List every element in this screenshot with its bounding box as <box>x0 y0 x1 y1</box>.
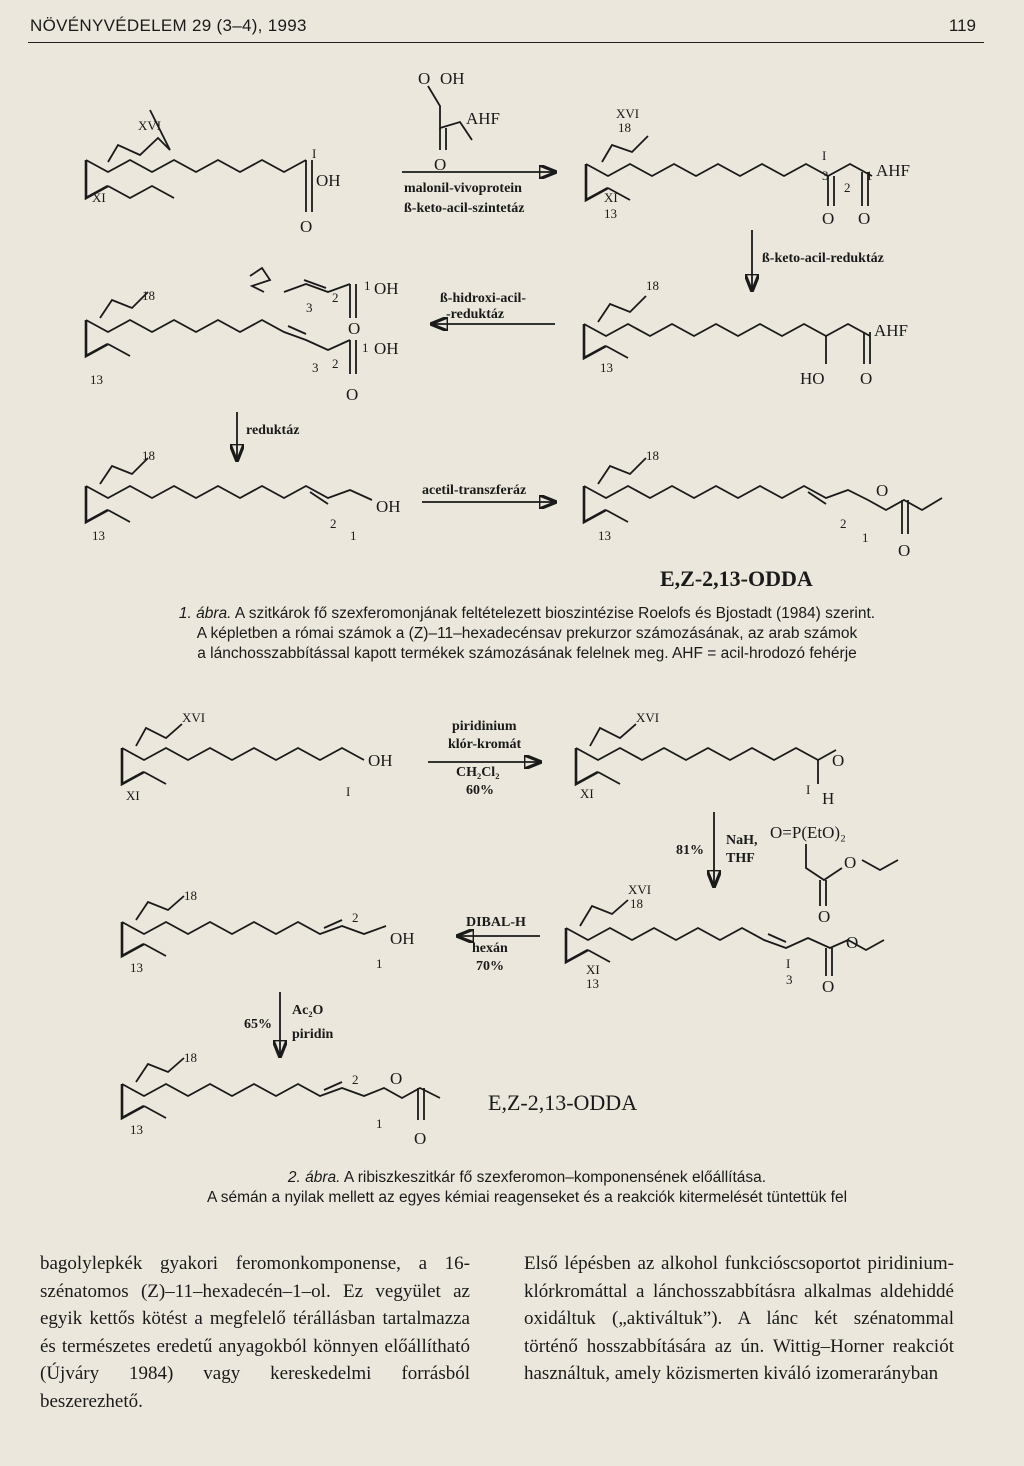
phosphonate-ester-o: O <box>844 853 857 872</box>
hexadecenol-i: I <box>346 784 351 799</box>
dienol-2-oh: OH <box>390 929 415 948</box>
dienol-2-structure <box>122 888 415 975</box>
keto-o2-label: O <box>858 209 871 228</box>
body-right-paragraph: Első lépésben az alkohol funkcióscsoportot piridinium-klórkromáttal a lánchosszabbításra alkalmas aldehiddé oxidáltuk („aktiváltuk”). A lánc két szénatommal történő hosszabbítására az ún. Wittig–Horner reakciót használtuk, amely közismerten kiváló izomerarányban <box>524 1253 954 1384</box>
aldehyde-o: O <box>832 751 845 770</box>
phosphonate-carbonyl-o: O <box>818 907 831 926</box>
acetate-carbonyl-o: O <box>898 541 911 560</box>
keto-13-label: 13 <box>604 206 617 221</box>
enoyl-lower-2: 2 <box>332 356 339 371</box>
dienol-2-1: 1 <box>376 956 383 971</box>
keto-2-label: 2 <box>844 180 851 195</box>
body-left-paragraph: bagolylepkék gyakori feromonkomponense, a 16-szénatomos (Z)–11–hexadecén–1–ol. Ez vegyület az egyik kettős kötést a megfelelő térállásban tartalmazza és természetes eredetű anyagokból könnyen előállítható (Újváry 1984) vagy kereskedelmi forrásból beszerezhető. <box>40 1253 470 1412</box>
hydroxy-ho-label: HO <box>800 369 825 388</box>
journal-title: NÖVÉNYVÉDELEM 29 (3–4), 1993 <box>30 16 307 35</box>
figure-2-scheme <box>0 700 1024 1200</box>
reagent-thf: THF <box>726 851 755 866</box>
enoyl-upper-o: O <box>348 319 361 338</box>
enoate-xi: XI <box>586 962 600 977</box>
reagent-pyridine: piridin <box>292 1027 334 1042</box>
figure-1-label: 1. ábra. <box>178 605 232 622</box>
odda-acetate-structure <box>584 448 942 560</box>
acetate-2-ester-o: O <box>390 1069 403 1088</box>
acetate-13: 13 <box>598 528 611 543</box>
acetate-2: 2 <box>840 516 847 531</box>
yield-65: 65% <box>244 1017 272 1032</box>
enoate-structure <box>566 882 884 996</box>
enoyl-upper-3: 3 <box>306 300 313 315</box>
malonyl-o2-label: O <box>434 155 447 174</box>
enoyl-upper-oh: OH <box>374 279 399 298</box>
enoate-18: 18 <box>630 896 643 911</box>
enoyl-upper-2: 2 <box>332 290 339 305</box>
phosphonate-label: O=P(EtO)₂ <box>770 823 846 842</box>
phosphonate-structure <box>770 823 898 926</box>
dienol-18: 18 <box>142 448 155 463</box>
carbonyl-o-label: O <box>300 217 313 236</box>
figure-1-scheme <box>0 0 1024 600</box>
hydroxy-ahf-label: AHF <box>874 321 909 340</box>
enoate-13: 13 <box>586 976 599 991</box>
figure-1-caption-line1: A szitkárok fő szexferomonjának feltételezett bioszintézise Roelofs és Bjostadt (1984) szerint. <box>231 605 876 622</box>
keto-3-label: 3 <box>822 168 829 183</box>
oh-label: OH <box>316 171 341 190</box>
roman-i-label: I <box>312 146 317 161</box>
hexadecenol-structure <box>122 710 393 803</box>
malonyl-o-label: O <box>418 69 431 88</box>
figure-2-label: 2. ábra. <box>287 1169 341 1186</box>
dienol-2-2: 2 <box>352 910 359 925</box>
dienol-2: 2 <box>330 516 337 531</box>
reagent-pcc-2: klór-kromát <box>448 737 522 752</box>
roman-xvi-label: XVI <box>138 118 162 133</box>
reagent-nah: NaH, <box>726 833 758 848</box>
keto-18-label: 18 <box>618 120 631 135</box>
keto-o1-label: O <box>822 209 835 228</box>
enzyme-hydroxy-2: -reduktáz <box>446 307 505 322</box>
enoyl-lower-18: 18 <box>142 288 155 303</box>
hydroxy-o-label: O <box>860 369 873 388</box>
dienol-13: 13 <box>92 528 105 543</box>
keto-ahf-label: AHF <box>876 161 911 180</box>
figure-1-caption-line2: A képletben a római számok a (Z)–11–hexadecénsav prekurzor számozásának, az arab számok <box>196 625 858 642</box>
acetate-2-1: 1 <box>376 1116 383 1131</box>
enoyl-structure-upper <box>250 268 399 338</box>
enoyl-lower-3: 3 <box>312 360 319 375</box>
body-column-right <box>524 1250 954 1388</box>
enzyme-reductase: reduktáz <box>246 423 300 438</box>
enzyme-acetyl: acetil-transzferáz <box>422 483 527 498</box>
hexadecenol-oh: OH <box>368 751 393 770</box>
keto-1-label: 1 <box>866 168 873 183</box>
acetate-2-18: 18 <box>184 1050 197 1065</box>
keto-acyl-structure <box>586 106 910 228</box>
enoyl-lower-o: O <box>346 385 359 404</box>
figure-2-caption <box>80 1168 974 1208</box>
acetate-2-carbonyl-o: O <box>414 1129 427 1148</box>
odda-acetate-2-structure <box>122 1050 440 1148</box>
yield-60: 60% <box>466 783 494 798</box>
malonyl-ahf-label: AHF <box>466 109 501 128</box>
figure-2-caption-line2: A sémán a nyilak mellett az egyes kémiai reagenseket és a reakciók kitermelését tüntettük fel <box>206 1189 848 1206</box>
acetate-ester-o: O <box>876 481 889 500</box>
aldehyde-structure <box>576 710 844 808</box>
acetate-2-13: 13 <box>130 1122 143 1137</box>
enzyme-malonyl-1: malonil-vivoprotein <box>404 181 522 196</box>
dienol-structure <box>86 448 401 543</box>
figure-2-caption-line1: A ribiszkeszitkár fő szexferomon–komponensének előállítása. <box>340 1169 767 1186</box>
enoyl-upper-1: 1 <box>364 278 371 293</box>
reagent-ac2o: Ac₂O <box>292 1003 324 1018</box>
hexadecenol-xvi: XVI <box>182 710 206 725</box>
reagent-dibal: DIBAL-H <box>466 915 526 930</box>
figure-1-caption-line3: a lánchosszabbítással kapott termékek számozásának felelnek meg. AHF = acil-hrodozó fehérje <box>197 645 857 662</box>
hydroxy-18-label: 18 <box>646 278 659 293</box>
keto-xvi-label: XVI <box>616 106 640 121</box>
enoyl-lower-oh: OH <box>374 339 399 358</box>
hydroxy-acyl-structure <box>584 278 908 388</box>
aldehyde-xvi: XVI <box>636 710 660 725</box>
aldehyde-i: I <box>806 782 811 797</box>
figure-2-product-title: E,Z-2,13-ODDA <box>488 1090 638 1115</box>
acetate-2-2: 2 <box>352 1072 359 1087</box>
enoyl-structure-lower <box>86 288 399 404</box>
malonyl-oh-label: OH <box>440 69 465 88</box>
enzyme-hydroxy-1: ß-hidroxi-acil- <box>440 291 527 306</box>
acetate-18: 18 <box>646 448 659 463</box>
acetate-1: 1 <box>862 530 869 545</box>
keto-i-label: I <box>822 148 827 163</box>
yield-70: 70% <box>476 959 504 974</box>
precursor-acid-structure <box>86 110 341 236</box>
enoyl-lower-13: 13 <box>90 372 103 387</box>
reagent-pcc-3: CH₂Cl₂ <box>456 765 500 780</box>
body-column-left <box>40 1250 470 1415</box>
yield-81: 81% <box>676 843 704 858</box>
enoate-xvi: XVI <box>628 882 652 897</box>
page-number: 119 <box>948 16 976 35</box>
enoate-i: I <box>786 956 791 971</box>
aldehyde-xi: XI <box>580 786 594 801</box>
roman-xi-label: XI <box>92 190 106 205</box>
enoate-ester-o: O <box>846 933 859 952</box>
aldehyde-h: H <box>822 789 835 808</box>
hydroxy-13-label: 13 <box>600 360 613 375</box>
enoate-3: 3 <box>786 972 793 987</box>
enzyme-keto-reductase: ß-keto-acil-reduktáz <box>762 251 884 266</box>
figure-1-product-title: E,Z-2,13-ODDA <box>660 566 813 591</box>
dienol-oh: OH <box>376 497 401 516</box>
dienol-1: 1 <box>350 528 357 543</box>
hexadecenol-xi: XI <box>126 788 140 803</box>
keto-xi-label: XI <box>604 190 618 205</box>
enoyl-lower-1: 1 <box>362 340 369 355</box>
dienol-2-18: 18 <box>184 888 197 903</box>
figure-1-caption <box>80 604 974 664</box>
enzyme-malonyl-2: ß-keto-acil-szintetáz <box>404 201 525 216</box>
malonyl-acp-structure <box>418 69 500 174</box>
reagent-pcc-1: piridinium <box>452 719 517 734</box>
enoate-carbonyl-o: O <box>822 977 835 996</box>
reagent-hexan: hexán <box>472 941 508 956</box>
dienol-2-13: 13 <box>130 960 143 975</box>
